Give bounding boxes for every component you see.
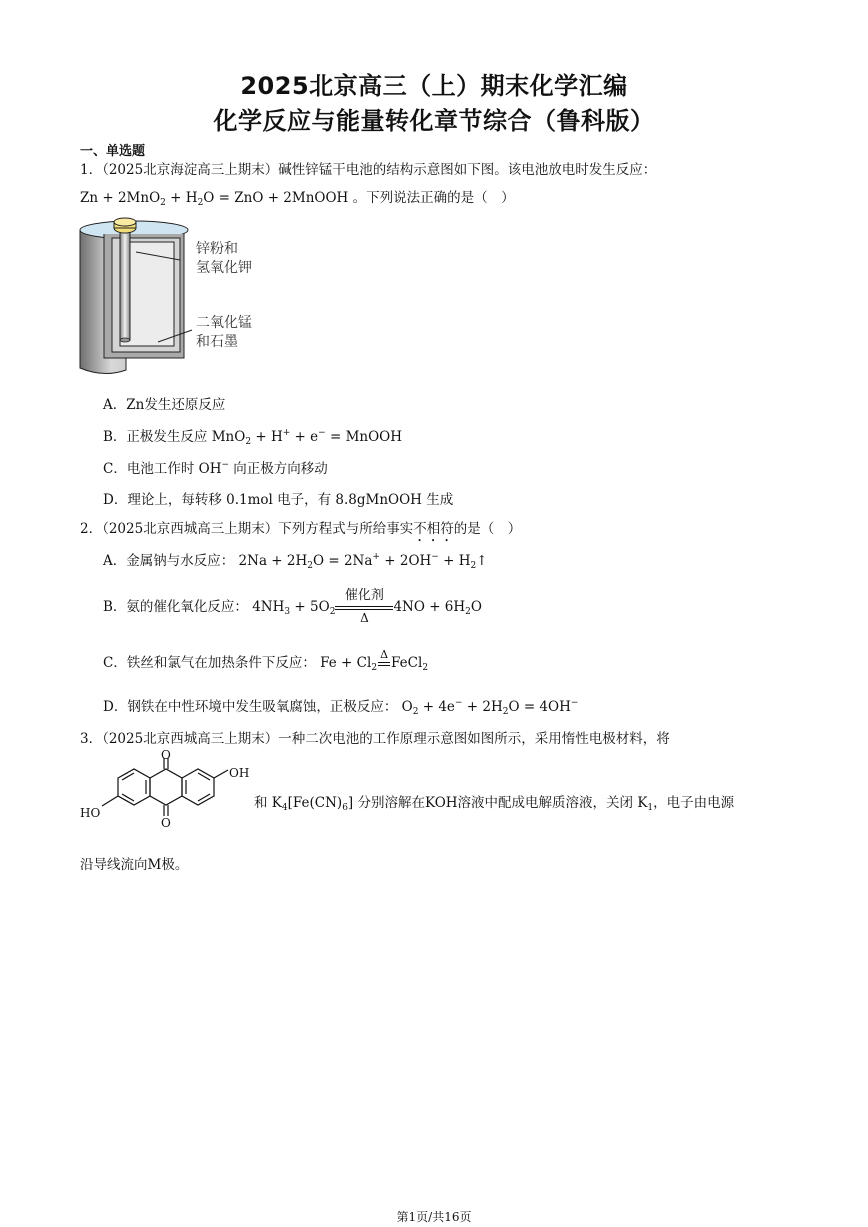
label-zn-powder-2: 氢氧化钾 [196, 260, 252, 276]
label-mno2-2: 和石墨 [196, 334, 238, 350]
q1-option-c[interactable]: C．电池工作时 OH− 向正极方向移动 [103, 460, 328, 477]
section-heading: 一、单选题 [80, 144, 146, 159]
q1-stem: 1．（2025北京海淀高三上期末）碱性锌锰干电池的结构示意图如下图。该电池放电时发生反应： [80, 162, 657, 178]
q3-stem-end: 沿导线流向M极。 [80, 857, 189, 873]
catalyst-condition: 催化剂 Δ [335, 601, 393, 615]
q2-option-d[interactable]: D．钢铁在中性环境中发生吸氧腐蚀，正极反应： $O_2 + 4e^- + 2H_2O = 4OH^-$ [103, 698, 579, 717]
label-mno2-1: 二氧化锰 [196, 315, 252, 331]
carbonyl-o-bottom: O [161, 816, 171, 830]
q1-option-d[interactable]: D．理论上，每转移 0.1mol 电子，有 8.8gMnOOH 生成 [103, 492, 454, 508]
heat-condition: Δ [377, 657, 391, 671]
q3-stem: 3．（2025北京西城高三上期末）一种二次电池的工作原理示意图如图所示，采用惰性电极材料，将 [80, 731, 670, 747]
battery-rod [120, 228, 130, 340]
hydroxyl-bottom: HO [80, 806, 101, 820]
battery-diagram [74, 216, 274, 381]
q2-option-a[interactable]: A．金属钠与水反应： $2Na + 2H_2O = 2Na^+ + 2OH^-$ + $H_2↑$ [103, 552, 488, 571]
q1-option-b[interactable]: B．正极发生反应 MnO$_2$ + H+ + e− = MnOOH [103, 428, 403, 447]
page-title-line2: 化学反应与能量转化章节综合（鲁科版） [213, 107, 655, 135]
page-number: 第1页/共16页 [396, 1210, 472, 1224]
q2-emphasis: 不相符 [413, 521, 454, 537]
q2-option-b[interactable]: B．氨的催化氧化反应： $4NH_3 + 5O_2$ 催化剂 Δ $4NO + 6H_2O$ [103, 587, 482, 625]
q1-equation: $Zn + 2MnO_2 + H_2O$ = ZnO + 2MnOOH 。下列说法正确的是（ ） [80, 190, 515, 208]
carbonyl-o-top: O [161, 748, 171, 762]
q2-stem: 2．（2025北京西城高三上期末）下列方程式与所给事实不相符的是（ ） [80, 521, 522, 537]
label-zn-powder-1: 锌粉和 [196, 241, 238, 257]
q1-option-a[interactable]: A．Zn发生还原反应 [103, 397, 226, 413]
hydroxyl-top: OH [229, 766, 250, 780]
page-title-line1: 2025北京高三（上）期末化学汇编 [240, 72, 628, 100]
q3-stem-continued: 和 $K_4[Fe(CN)_6]$ 分别溶解在KOH溶液中配成电解质溶液，关闭 $K_1$，电子由电源 [254, 795, 735, 813]
q2-option-c[interactable]: C．铁丝和氯气在加热条件下反应： $Fe + Cl_2$ Δ FeCl$_2$ [103, 647, 429, 673]
